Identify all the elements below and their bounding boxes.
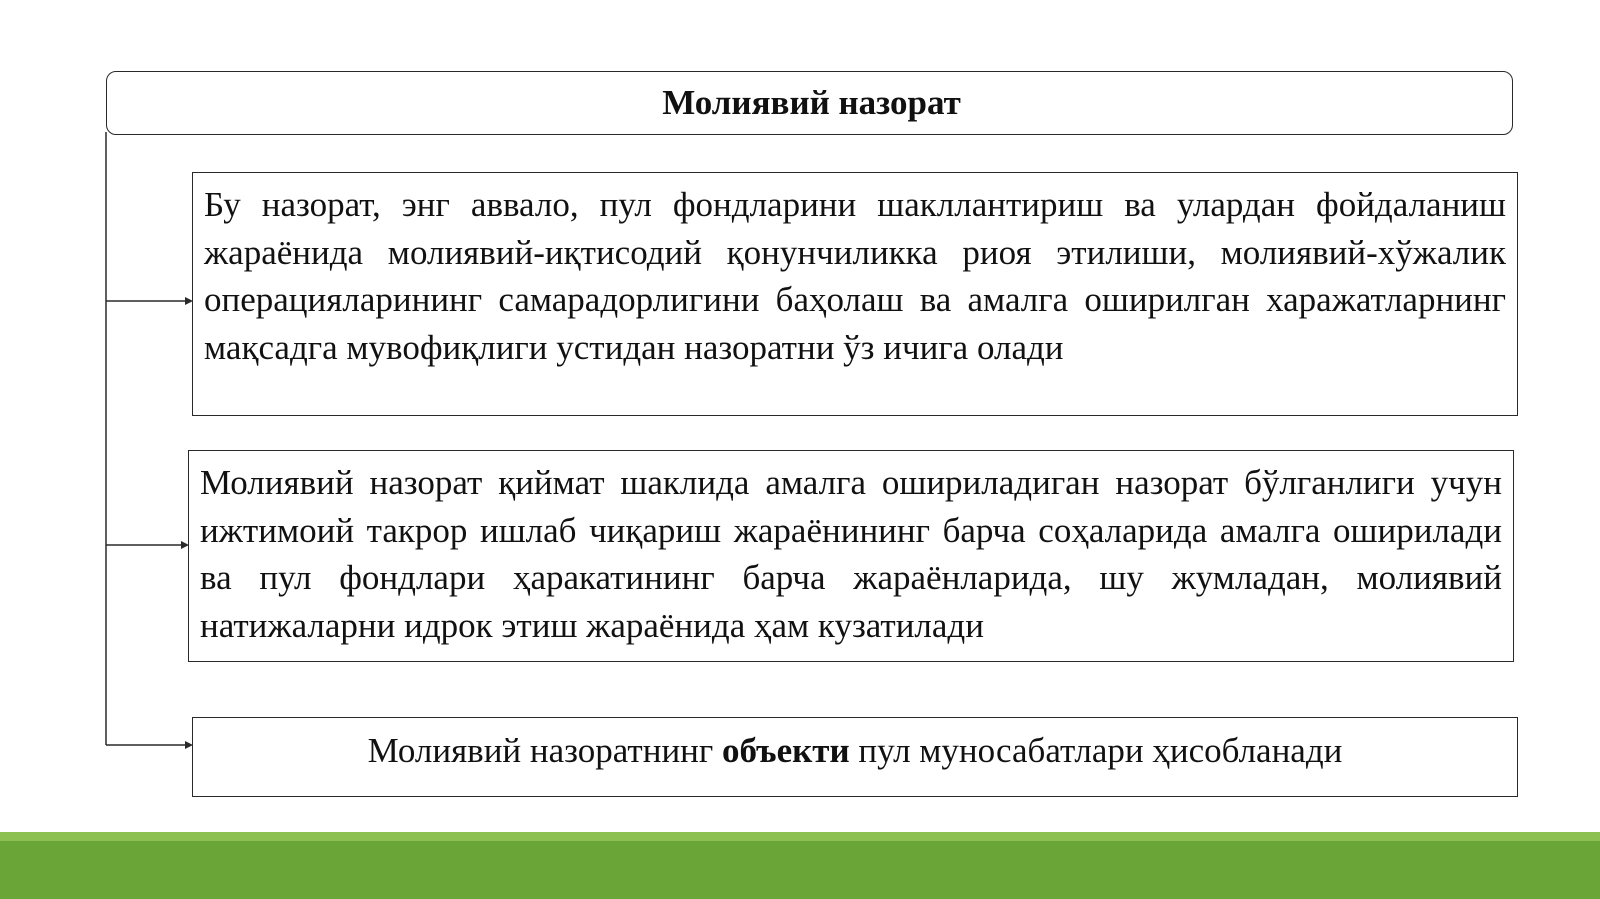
diagram-title: Молиявий назорат bbox=[662, 82, 961, 122]
description-text-2: Молиявий назорат қиймат шаклида амалга ошириладиган назорат бўлганлиги учун ижтимоий такрор ишлаб чиқариш жараёнининг барча соҳаларида амалга оширилади ва пул фондлари ҳаракатининг барча жараёнларида, шу жумладан, молиявий натижаларни идрок этиш жараёнида ҳам кузатилади bbox=[200, 463, 1502, 645]
object-keyword: объекти bbox=[722, 731, 850, 770]
object-text-before: Молиявий назоратнинг bbox=[367, 731, 723, 770]
footer-band bbox=[0, 832, 1600, 899]
footer-stripe bbox=[0, 832, 1600, 841]
description-text-3 bbox=[368, 733, 1343, 768]
description-box-3 bbox=[192, 717, 1518, 797]
object-text-after: пул муносабатлари ҳисобланади bbox=[849, 731, 1343, 770]
description-text-1: Бу назорат, энг аввало, пул фондларини шакллантириш ва улардан фойдаланиш жараёнида молиявий-иқтисодий қонунчиликка риоя этилиши, молиявий-хўжалик операцияларининг самарадорлигини баҳолаш ва амалга оширилган харажатларнинг мақсадга мувофиқлиги устидан назоратни ўз ичига олади bbox=[204, 185, 1506, 367]
